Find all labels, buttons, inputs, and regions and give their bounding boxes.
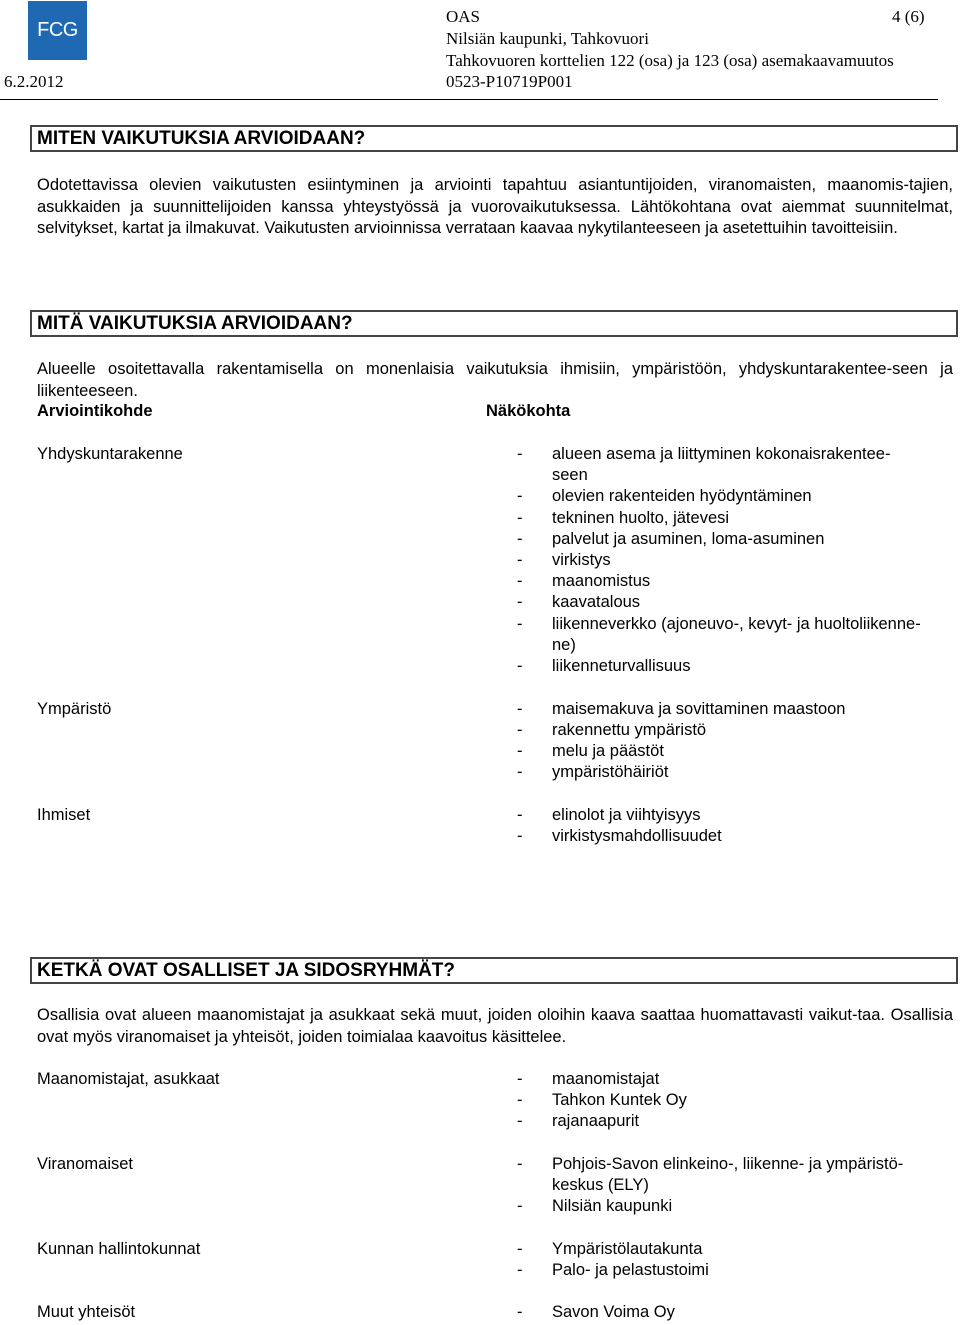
- logo-text: FCG: [37, 19, 78, 41]
- aspect-item: maanomistus: [552, 572, 651, 590]
- aspect-item: liikenneverkko (ajoneuvo-, kevyt- ja huoltoliikenne-: [552, 615, 921, 633]
- list-dash: -: [517, 593, 523, 611]
- aspect-item: kaavatalous: [552, 593, 641, 611]
- stakeholder-item: Savon Voima Oy: [552, 1303, 675, 1321]
- header-place: Nilsiän kaupunki, Tahkovuori: [446, 29, 649, 48]
- assessment-target-label: Yhdyskuntarakenne: [37, 445, 183, 463]
- list-dash: -: [517, 551, 523, 569]
- assessment-target-label: Ihmiset: [37, 806, 91, 824]
- assessment-target-label: Ympäristö: [37, 700, 112, 718]
- list-dash: -: [517, 721, 523, 739]
- list-dash: -: [517, 806, 523, 824]
- stakeholder-item: Palo- ja pelastustoimi: [552, 1261, 709, 1279]
- list-dash: -: [517, 1197, 523, 1215]
- stakeholder-item-continuation: keskus (ELY): [552, 1176, 649, 1194]
- list-dash: -: [517, 827, 523, 845]
- header-divider: [0, 99, 938, 100]
- list-dash: -: [517, 700, 523, 718]
- list-dash: -: [517, 530, 523, 548]
- stakeholder-item: Tahkon Kuntek Oy: [552, 1091, 687, 1109]
- column-header-assessment-target: Arviointikohde: [37, 402, 153, 420]
- aspect-item: melu ja päästöt: [552, 742, 664, 760]
- header-doc-type: OAS: [446, 7, 481, 26]
- stakeholder-item: Ympäristölautakunta: [552, 1240, 703, 1258]
- aspect-item: alueen asema ja liittyminen kokonaisrakentee-: [552, 445, 891, 463]
- list-dash: -: [517, 445, 523, 463]
- aspect-item: maisemakuva ja sovittaminen maastoon: [552, 700, 846, 718]
- section-impact-assessment-body: Odotettavissa olevien vaikutusten esiintyminen ja arviointi tapahtuu asiantuntijoiden, viranomaisten, maanomis-tajien, asukkaiden ja suunnittelijoiden kanssa yhteystyössä ja vuorovaikutuksessa. Lähtökohtana ovat aiemmat suunnitelmat, selvitykset, kartat ja ilmakuvat. Vaikutusten arvioinnissa verrataan kaavaa nykytilanteeseen ja asetettuihin tavoitteisiin.: [37, 176, 953, 237]
- stakeholder-item: Nilsiän kaupunki: [552, 1197, 673, 1215]
- section-heading-impact-assessment: MITEN VAIKUTUKSIA ARVIOIDAAN?: [30, 125, 958, 152]
- header-project-code: 0523-P10719P001: [446, 72, 573, 91]
- aspect-item: virkistys: [552, 551, 611, 569]
- header-page-number: 4 (6): [892, 7, 925, 26]
- list-dash: -: [517, 1303, 523, 1321]
- fcg-logo: [28, 1, 87, 60]
- list-dash: -: [517, 1155, 523, 1173]
- stakeholder-item: rajanaapurit: [552, 1112, 640, 1130]
- list-dash: -: [517, 1112, 523, 1130]
- list-dash: -: [517, 1070, 523, 1088]
- stakeholder-item: maanomistajat: [552, 1070, 660, 1088]
- section-impacts-intro: Alueelle osoitettavalla rakentamisella on monenlaisia vaikutuksia ihmisiin, ympäristöön, yhdyskuntarakentee-seen ja liikenteeseen.: [37, 360, 953, 400]
- list-dash: -: [517, 487, 523, 505]
- section-heading-impacts-assessed: MITÄ VAIKUTUKSIA ARVIOIDAAN?: [30, 310, 958, 337]
- list-dash: -: [517, 763, 523, 781]
- aspect-item: tekninen huolto, jätevesi: [552, 509, 730, 527]
- header-plan-title: Tahkovuoren korttelien 122 (osa) ja 123 (osa) asemakaavamuutos: [446, 51, 894, 70]
- aspect-item: virkistysmahdollisuudet: [552, 827, 722, 845]
- list-dash: -: [517, 1240, 523, 1258]
- section-heading-stakeholders: KETKÄ OVAT OSALLISET JA SIDOSRYHMÄT?: [30, 957, 958, 984]
- aspect-item: ympäristöhäiriöt: [552, 763, 669, 781]
- list-dash: -: [517, 572, 523, 590]
- list-dash: -: [517, 615, 523, 633]
- aspect-item-continuation: ne): [552, 636, 576, 654]
- aspect-item: olevien rakenteiden hyödyntäminen: [552, 487, 812, 505]
- aspect-item: elinolot ja viihtyisyys: [552, 806, 701, 824]
- stakeholder-item: Pohjois-Savon elinkeino-, liikenne- ja ympäristö-: [552, 1155, 904, 1173]
- list-dash: -: [517, 657, 523, 675]
- column-header-aspect: Näkökohta: [486, 402, 571, 420]
- list-dash: -: [517, 742, 523, 760]
- list-dash: -: [517, 509, 523, 527]
- list-dash: -: [517, 1091, 523, 1109]
- aspect-item-continuation: seen: [552, 466, 588, 484]
- header-date: 6.2.2012: [4, 72, 64, 91]
- aspect-item: palvelut ja asuminen, loma-asuminen: [552, 530, 825, 548]
- stakeholder-group-label: Viranomaiset: [37, 1155, 133, 1173]
- stakeholder-group-label: Kunnan hallintokunnat: [37, 1240, 201, 1258]
- aspect-item: rakennettu ympäristö: [552, 721, 707, 739]
- list-dash: -: [517, 1261, 523, 1279]
- section-stakeholders-body: Osallisia ovat alueen maanomistajat ja asukkaat sekä muut, joiden oloihin kaava saattaa huomattavasti vaikut-taa. Osallisia ovat myös viranomaiset ja yhteisöt, joiden toimialaa kaavoitus käsittelee.: [37, 1006, 953, 1046]
- stakeholder-group-label: Maanomistajat, asukkaat: [37, 1070, 220, 1088]
- aspect-item: liikenneturvallisuus: [552, 657, 691, 675]
- stakeholder-group-label: Muut yhteisöt: [37, 1303, 136, 1321]
